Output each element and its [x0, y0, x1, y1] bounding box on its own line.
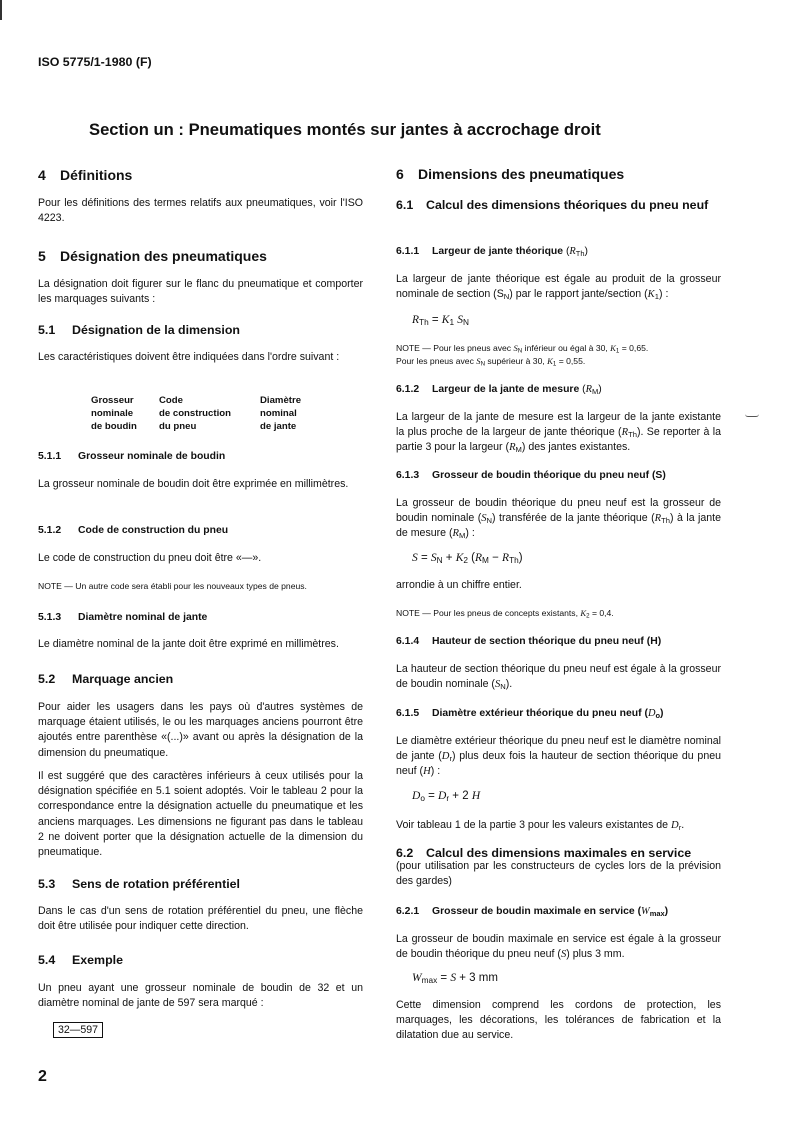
section-5-heading: 5 Désignation des pneumatiques: [38, 248, 267, 264]
section-6-2-1-after: Cette dimension comprend les cordons de protection, les marquages, les décorations, les tolérances de fabrication et la dilatation due au service.: [396, 999, 721, 1042]
section-6-2-1-heading: 6.2.1 Grosseur de boudin maximale en service $(W_{max})$: [396, 906, 669, 918]
designation-columns: [91, 394, 351, 439]
section-5-3-text: Dans le cas d'un sens de rotation préférentiel du pneu, une flèche doit être utilisée pour indiquer cette direction.: [38, 905, 363, 933]
column-grosseur: Grosseur nominale de boudin: [91, 395, 137, 432]
section-6-1-1-text: La largeur de jante théorique est égale au produit de la grosseur nominale de section $(S_N)$ par le rapport jante/section $(K_1)$ :: [396, 273, 721, 302]
section-5-1-1-text: La grosseur nominale de boudin doit être exprimée en millimètres.: [38, 478, 349, 490]
section-6-1-4-heading: 6.1.4 Hauteur de section théorique du pneu neuf (H): [396, 636, 662, 647]
section-6-1-5-heading: 6.1.5 Diamètre extérieur théorique du pneu neuf $(D_o)$: [396, 708, 664, 720]
section-6-1-5-after: Voir tableau 1 de la partie 3 pour les valeurs existantes de $D_r$.: [396, 819, 685, 832]
section-6-2-sub: (pour utilisation par les constructeurs de cycles lors de la prévision des gardes): [396, 860, 721, 888]
section-5-1-text: Les caractéristiques doivent être indiquées dans l'ordre suivant :: [38, 351, 340, 363]
section-6-1-1-heading: 6.1.1 Largeur de jante théorique $(R_{Th})$: [396, 246, 588, 258]
column-code: Code de construction du pneu: [159, 395, 231, 432]
formula-wmax: $W_{max} = S + 3$ mm: [412, 972, 498, 986]
section-5-1-2-text: Le code de construction du pneu doit être «—».: [38, 552, 262, 564]
section-5-2-text-2: Il est suggéré que des caractères inférieurs à ceux utilisés pour la désignation spécifiée en 5.1 soient adoptés. Voir le tableau 2 pour la correspondance entre la désignation actuelle du pneumatique et les anciens marquages. Les dimensions ne figurant pas dans le tableau 2 ne doivent porter que la désignation actuelle de la dimension du pneumatique.: [38, 770, 363, 859]
section-5-4-text: Un pneu ayant une grosseur nominale de boudin de 32 et un diamètre nominal de jante de 597 sera marqué :: [38, 982, 363, 1010]
section-6-1-3-heading: 6.1.3 Grosseur de boudin théorique du pneu neuf (S): [396, 470, 666, 481]
section-5-1-2-heading: 5.1.2 Code de construction du pneu: [38, 525, 229, 536]
section-6-1-4-text: La hauteur de section théorique du pneu neuf est égale à la grosseur de boudin nominale $(S_N)$.: [396, 663, 721, 692]
section-5-3-heading: 5.3 Sens de rotation préférentiel: [38, 877, 240, 891]
page-title: Section un : Pneumatiques montés sur jantes à accrochage droit: [89, 120, 601, 139]
section-6-1-3-note: NOTE — Pour les pneus de concepts existants, $K_2 = 0,4$.: [396, 608, 614, 620]
section-6-1-3-after: arrondie à un chiffre entier.: [396, 579, 522, 591]
section-6-1-1-note: NOTE — Pour les pneus avec $S_N$ inférieur ou égal à 30, $K_1 = 0,65$. Pour les pneus avec $S_N$ supérieur à 30, $K_1 = 0,55$.: [396, 343, 649, 368]
formula-do: $D_o = D_r + 2$ H: [412, 790, 481, 804]
column-diametre: Diamètre nominal de jante: [260, 395, 302, 432]
formula-rth: $R_{Th} = K_1$ $S_N$: [412, 314, 470, 328]
page-number: 2: [38, 1068, 47, 1085]
section-5-1-1-heading: 5.1.1 Grosseur nominale de boudin: [38, 451, 226, 462]
scan-mark-right: [745, 414, 759, 417]
scan-mark-top: [0, 0, 2, 20]
section-6-1-3-text: La grosseur de boudin théorique du pneu neuf est la grosseur de boudin nominale $(S_N)$ transférée de la jante théorique $(R_{Th})$ à la jante de mesure $(R_M)$ :: [396, 497, 722, 541]
section-5-1-2-note: NOTE — Un autre code sera établi pour les nouveaux types de pneus.: [38, 581, 307, 591]
section-4-text: Pour les définitions des termes relatifs aux pneumatiques, voir l'ISO 4223.: [38, 197, 363, 225]
section-5-1-3-heading: 5.1.3 Diamètre nominal de jante: [38, 612, 208, 623]
section-5-1-3-text: Le diamètre nominal de la jante doit être exprimé en millimètres.: [38, 638, 339, 650]
section-5-text: La désignation doit figurer sur le flanc du pneumatique et comporter les marquages suivants :: [38, 278, 363, 306]
document-id: ISO 5775/1-1980 (F): [38, 55, 152, 69]
section-4-heading: 4 Définitions: [38, 167, 133, 183]
section-5-4-heading: 5.4 Exemple: [38, 953, 123, 967]
section-6-1-2-text: La largeur de la jante de mesure est la largeur de la jante existante la plus proche de la largeur de jante théorique $(R_{Th})$. Se reporter à la partie 3 pour la largeur $(R_M)$ des jantes existantes.: [396, 411, 721, 455]
section-6-2-heading: 6.2 Calcul des dimensions maximales en service: [396, 846, 692, 860]
example-marking: 32—597: [53, 1022, 103, 1038]
section-6-heading: 6 Dimensions des pneumatiques: [396, 166, 625, 182]
section-6-1-2-heading: 6.1.2 Largeur de la jante de mesure $(R_M)$: [396, 384, 602, 396]
section-5-1-heading: 5.1 Désignation de la dimension: [38, 323, 240, 337]
formula-s: $S = S_N + K_2$ $(R_M - R_{Th})$: [412, 552, 523, 566]
section-6-2-1-text: La grosseur de boudin maximale en service est égale à la grosseur de boudin théorique du pneu neuf (S) plus 3 mm.: [396, 933, 721, 961]
section-5-2-text-1: Pour aider les usagers dans les pays où d'autres systèmes de marquage étaient utilisés, le ou les marquages anciens pourront être ajoutés entre parenthèse «(...)» avant ou après la désignation de la dimension du pneumatique.: [38, 701, 363, 759]
section-6-1-heading: 6.1 Calcul des dimensions théoriques du pneu neuf: [396, 198, 709, 212]
section-6-1-5-text: Le diamètre extérieur théorique du pneu neuf est le diamètre nominal de jante $(D_r)$ plus deux fois la hauteur de section théorique du pneu neuf (H) :: [396, 735, 722, 778]
section-5-2-heading: 5.2 Marquage ancien: [38, 672, 174, 686]
